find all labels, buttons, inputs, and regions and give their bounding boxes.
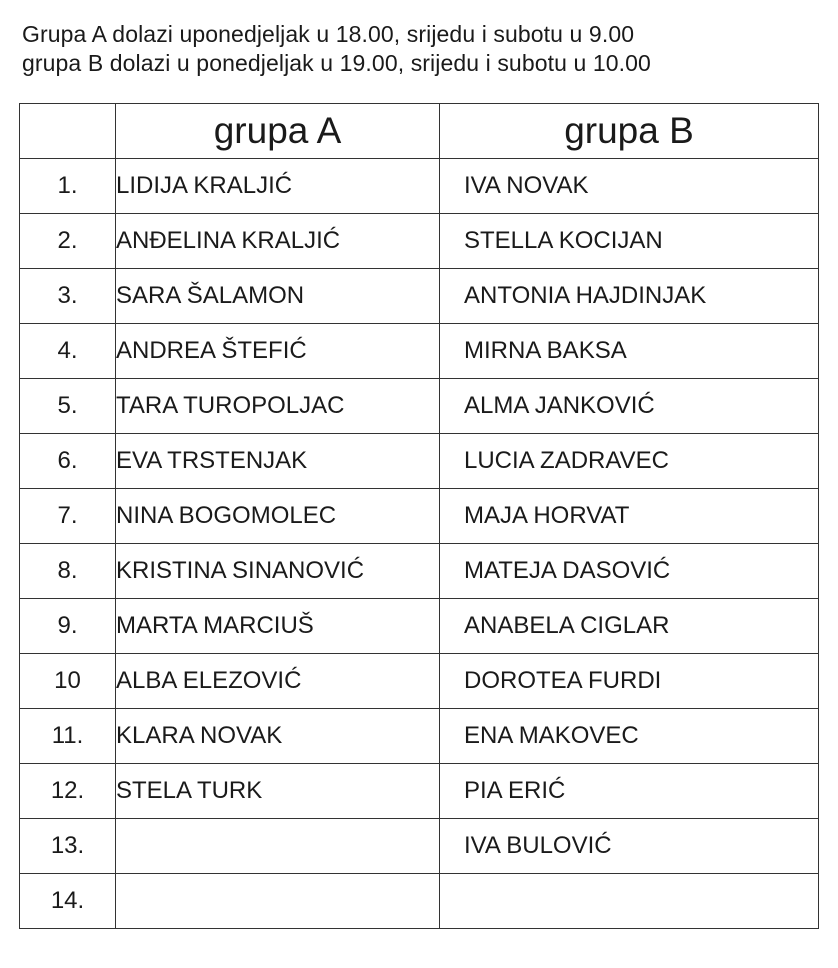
group-b-member <box>440 874 819 929</box>
group-a-member: KRISTINA SINANOVIĆ <box>116 544 440 599</box>
schedule-line-group-a: Grupa A dolazi uponedjeljak u 18.00, srijedu i subotu u 9.00 <box>22 21 635 47</box>
row-number: 2. <box>20 214 116 269</box>
group-roster-table <box>19 103 819 929</box>
group-a-member: ALBA ELEZOVIĆ <box>116 654 440 709</box>
row-number: 12. <box>20 764 116 819</box>
table-row <box>20 214 819 269</box>
row-number: 10 <box>20 654 116 709</box>
group-a-member <box>116 874 440 929</box>
group-a-member: SARA ŠALAMON <box>116 269 440 324</box>
group-b-member: IVA BULOVIĆ <box>440 819 819 874</box>
group-b-member: STELLA KOCIJAN <box>440 214 819 269</box>
row-number: 6. <box>20 434 116 489</box>
table-row <box>20 874 819 929</box>
group-b-member: MATEJA DASOVIĆ <box>440 544 819 599</box>
row-number: 3. <box>20 269 116 324</box>
row-number: 5. <box>20 379 116 434</box>
group-b-member: LUCIA ZADRAVEC <box>440 434 819 489</box>
group-b-member: PIA ERIĆ <box>440 764 819 819</box>
group-b-member: ANABELA CIGLAR <box>440 599 819 654</box>
row-number: 8. <box>20 544 116 599</box>
group-a-member: MARTA MARCIUŠ <box>116 599 440 654</box>
table-row <box>20 764 819 819</box>
table-row <box>20 434 819 489</box>
column-header-group-a: grupa A <box>116 104 440 159</box>
table-row <box>20 599 819 654</box>
group-b-member: ANTONIA HAJDINJAK <box>440 269 819 324</box>
table-body <box>20 159 819 929</box>
group-a-member <box>116 819 440 874</box>
group-a-member: LIDIJA KRALJIĆ <box>116 159 440 214</box>
table-row <box>20 654 819 709</box>
group-a-member: ANDREA ŠTEFIĆ <box>116 324 440 379</box>
table-row <box>20 379 819 434</box>
column-header-group-b: grupa B <box>440 104 819 159</box>
group-b-member: IVA NOVAK <box>440 159 819 214</box>
table-row <box>20 159 819 214</box>
schedule-note <box>22 20 651 78</box>
table-row <box>20 819 819 874</box>
row-number: 4. <box>20 324 116 379</box>
row-number: 9. <box>20 599 116 654</box>
table-row <box>20 269 819 324</box>
group-b-member: ENA MAKOVEC <box>440 709 819 764</box>
schedule-line-group-b: grupa B dolazi u ponedjeljak u 19.00, srijedu i subotu u 10.00 <box>22 50 651 76</box>
row-number: 11. <box>20 709 116 764</box>
row-number: 13. <box>20 819 116 874</box>
table-row <box>20 324 819 379</box>
table-row <box>20 709 819 764</box>
table-row <box>20 489 819 544</box>
group-b-member: MIRNA BAKSA <box>440 324 819 379</box>
column-header-number <box>20 104 116 159</box>
group-a-member: KLARA NOVAK <box>116 709 440 764</box>
row-number: 1. <box>20 159 116 214</box>
row-number: 7. <box>20 489 116 544</box>
group-a-member: NINA BOGOMOLEC <box>116 489 440 544</box>
group-b-member: DOROTEA FURDI <box>440 654 819 709</box>
group-b-member: ALMA JANKOVIĆ <box>440 379 819 434</box>
group-a-member: EVA TRSTENJAK <box>116 434 440 489</box>
table-header-row <box>20 104 819 159</box>
group-a-member: TARA TUROPOLJAC <box>116 379 440 434</box>
group-a-member: STELA TURK <box>116 764 440 819</box>
row-number: 14. <box>20 874 116 929</box>
group-a-member: ANĐELINA KRALJIĆ <box>116 214 440 269</box>
group-b-member: MAJA HORVAT <box>440 489 819 544</box>
table-row <box>20 544 819 599</box>
